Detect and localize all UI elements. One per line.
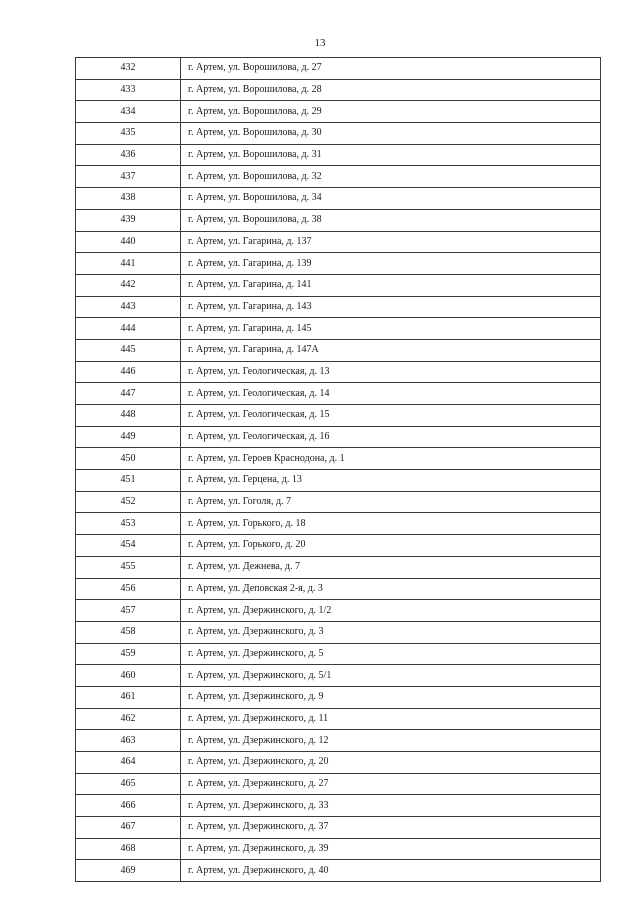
address-cell: г. Артем, ул. Геологическая, д. 14 [181, 383, 601, 405]
table-row [76, 188, 601, 210]
address-cell: г. Артем, ул. Геологическая, д. 16 [181, 426, 601, 448]
address-cell: г. Артем, ул. Дзержинского, д. 3 [181, 621, 601, 643]
row-number-cell: 469 [76, 860, 181, 882]
row-number-cell: 438 [76, 188, 181, 210]
table-row [76, 817, 601, 839]
row-number-cell: 442 [76, 274, 181, 296]
address-cell: г. Артем, ул. Ворошилова, д. 28 [181, 79, 601, 101]
table-row [76, 665, 601, 687]
table-row [76, 253, 601, 275]
table-row [76, 426, 601, 448]
row-number-cell: 459 [76, 643, 181, 665]
address-cell: г. Артем, ул. Ворошилова, д. 30 [181, 123, 601, 145]
table-row [76, 860, 601, 882]
table-row [76, 491, 601, 513]
row-number-cell: 451 [76, 470, 181, 492]
row-number-cell: 461 [76, 686, 181, 708]
row-number-cell: 467 [76, 817, 181, 839]
table-row [76, 621, 601, 643]
table-row [76, 643, 601, 665]
address-cell: г. Артем, ул. Дзержинского, д. 11 [181, 708, 601, 730]
address-cell: г. Артем, ул. Ворошилова, д. 31 [181, 144, 601, 166]
row-number-cell: 447 [76, 383, 181, 405]
table-row [76, 448, 601, 470]
row-number-cell: 463 [76, 730, 181, 752]
row-number-cell: 457 [76, 600, 181, 622]
row-number-cell: 437 [76, 166, 181, 188]
table-row [76, 708, 601, 730]
address-cell: г. Артем, ул. Геологическая, д. 13 [181, 361, 601, 383]
row-number-cell: 439 [76, 209, 181, 231]
address-cell: г. Артем, ул. Гагарина, д. 137 [181, 231, 601, 253]
address-cell: г. Артем, ул. Дзержинского, д. 9 [181, 686, 601, 708]
row-number-cell: 435 [76, 123, 181, 145]
row-number-cell: 466 [76, 795, 181, 817]
table-row [76, 795, 601, 817]
table-row [76, 274, 601, 296]
address-cell: г. Артем, ул. Дзержинского, д. 5/1 [181, 665, 601, 687]
table-row [76, 838, 601, 860]
table-row [76, 730, 601, 752]
table-row [76, 231, 601, 253]
table-row [76, 166, 601, 188]
row-number-cell: 454 [76, 535, 181, 557]
row-number-cell: 450 [76, 448, 181, 470]
row-number-cell: 436 [76, 144, 181, 166]
table-row [76, 470, 601, 492]
row-number-cell: 452 [76, 491, 181, 513]
table-row [76, 405, 601, 427]
address-cell: г. Артем, ул. Дзержинского, д. 5 [181, 643, 601, 665]
table-row [76, 535, 601, 557]
row-number-cell: 462 [76, 708, 181, 730]
table-row [76, 578, 601, 600]
row-number-cell: 432 [76, 58, 181, 80]
address-cell: г. Артем, ул. Деповская 2-я, д. 3 [181, 578, 601, 600]
row-number-cell: 441 [76, 253, 181, 275]
row-number-cell: 448 [76, 405, 181, 427]
row-number-cell: 446 [76, 361, 181, 383]
table-row [76, 79, 601, 101]
table-row [76, 296, 601, 318]
address-cell: г. Артем, ул. Гагарина, д. 145 [181, 318, 601, 340]
address-table [75, 57, 601, 882]
address-cell: г. Артем, ул. Горького, д. 20 [181, 535, 601, 557]
address-table-body [76, 58, 601, 882]
row-number-cell: 440 [76, 231, 181, 253]
row-number-cell: 449 [76, 426, 181, 448]
row-number-cell: 444 [76, 318, 181, 340]
row-number-cell: 456 [76, 578, 181, 600]
row-number-cell: 455 [76, 556, 181, 578]
row-number-cell: 465 [76, 773, 181, 795]
address-cell: г. Артем, ул. Гагарина, д. 139 [181, 253, 601, 275]
table-row [76, 556, 601, 578]
address-cell: г. Артем, ул. Дзержинского, д. 39 [181, 838, 601, 860]
address-cell: г. Артем, ул. Ворошилова, д. 29 [181, 101, 601, 123]
row-number-cell: 453 [76, 513, 181, 535]
table-row [76, 513, 601, 535]
table-row [76, 773, 601, 795]
table-row [76, 144, 601, 166]
address-cell: г. Артем, ул. Геологическая, д. 15 [181, 405, 601, 427]
table-row [76, 318, 601, 340]
row-number-cell: 443 [76, 296, 181, 318]
address-cell: г. Артем, ул. Ворошилова, д. 32 [181, 166, 601, 188]
address-cell: г. Артем, ул. Дзержинского, д. 12 [181, 730, 601, 752]
address-cell: г. Артем, ул. Гоголя, д. 7 [181, 491, 601, 513]
address-cell: г. Артем, ул. Ворошилова, д. 34 [181, 188, 601, 210]
address-cell: г. Артем, ул. Героев Краснодона, д. 1 [181, 448, 601, 470]
address-cell: г. Артем, ул. Горького, д. 18 [181, 513, 601, 535]
address-cell: г. Артем, ул. Дежнева, д. 7 [181, 556, 601, 578]
table-row [76, 58, 601, 80]
page-number: 13 [314, 37, 326, 49]
address-cell: г. Артем, ул. Герцена, д. 13 [181, 470, 601, 492]
address-cell: г. Артем, ул. Гагарина, д. 143 [181, 296, 601, 318]
row-number-cell: 458 [76, 621, 181, 643]
address-cell: г. Артем, ул. Дзержинского, д. 1/2 [181, 600, 601, 622]
row-number-cell: 464 [76, 752, 181, 774]
table-row [76, 686, 601, 708]
address-cell: г. Артем, ул. Гагарина, д. 147А [181, 339, 601, 361]
address-cell: г. Артем, ул. Дзержинского, д. 33 [181, 795, 601, 817]
table-row [76, 209, 601, 231]
address-cell: г. Артем, ул. Дзержинского, д. 27 [181, 773, 601, 795]
address-cell: г. Артем, ул. Дзержинского, д. 37 [181, 817, 601, 839]
table-row [76, 123, 601, 145]
table-row [76, 339, 601, 361]
row-number-cell: 433 [76, 79, 181, 101]
table-row [76, 600, 601, 622]
address-cell: г. Артем, ул. Дзержинского, д. 20 [181, 752, 601, 774]
table-row [76, 383, 601, 405]
address-cell: г. Артем, ул. Гагарина, д. 141 [181, 274, 601, 296]
address-cell: г. Артем, ул. Дзержинского, д. 40 [181, 860, 601, 882]
row-number-cell: 445 [76, 339, 181, 361]
table-row [76, 101, 601, 123]
address-cell: г. Артем, ул. Ворошилова, д. 27 [181, 58, 601, 80]
table-row [76, 752, 601, 774]
table-row [76, 361, 601, 383]
address-cell: г. Артем, ул. Ворошилова, д. 38 [181, 209, 601, 231]
row-number-cell: 460 [76, 665, 181, 687]
row-number-cell: 468 [76, 838, 181, 860]
row-number-cell: 434 [76, 101, 181, 123]
